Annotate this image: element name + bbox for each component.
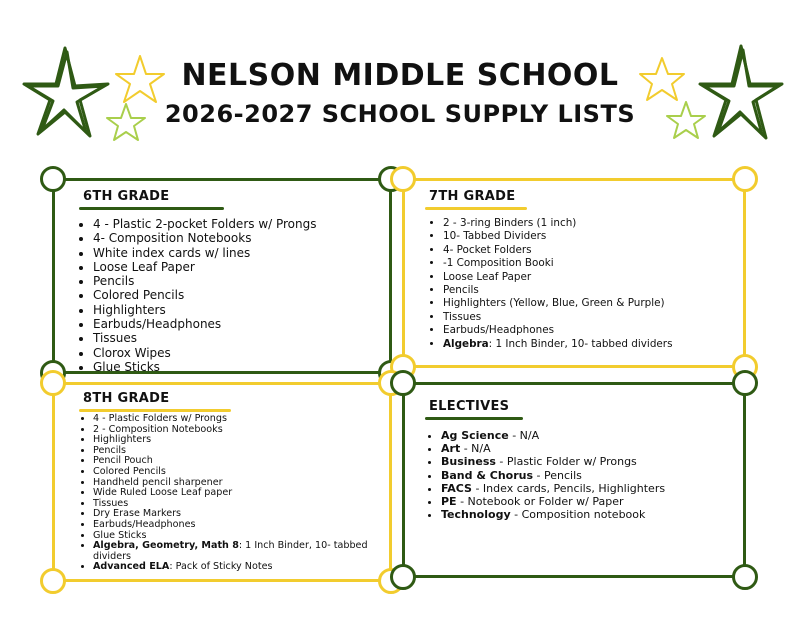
list-item (441, 455, 665, 468)
list-item (93, 562, 383, 573)
card-electives (402, 382, 746, 578)
elective-label: FACS (441, 481, 472, 495)
list-item: • Colored Pencils (93, 288, 317, 302)
elective-label: Business (441, 455, 496, 469)
list-item: • Highlighters (93, 303, 317, 317)
list-item: • 4 - Plastic 2-pocket Folders w/ Prongs (93, 217, 317, 231)
list-item: • Dry Erase Markers (93, 509, 383, 520)
grade-heading: 7TH GRADE (429, 189, 516, 204)
stars-right (636, 40, 786, 150)
list-item: • 4 - Plastic Folders w/ Prongs (93, 414, 383, 425)
page-title: NELSON MIDDLE SCHOOL (181, 58, 619, 93)
list-item: • Clorox Wipes (93, 346, 317, 360)
list-item: • Pencil Pouch (93, 456, 383, 467)
heading-underline (79, 409, 231, 412)
supply-list (423, 217, 673, 351)
supply-list (73, 414, 383, 573)
elective-text: - Plastic Folder w/ Prongs (495, 455, 637, 469)
subject-text: : 1 Inch Binder, 10- tabbed dividers (93, 540, 368, 562)
heading-underline (425, 417, 523, 420)
supply-list (73, 217, 317, 374)
card-8th-grade (52, 382, 392, 582)
subject-text: : 1 Inch Binder, 10- tabbed dividers (488, 337, 673, 350)
list-item (441, 495, 665, 508)
elective-text: - N/A (460, 442, 491, 456)
elective-text: - Index cards, Pencils, Highlighters (471, 481, 666, 495)
list-item: • 4- Composition Notebooks (93, 231, 317, 245)
elective-label: Technology (441, 508, 511, 522)
list-item: • 2 - Composition Notebooks (93, 425, 383, 436)
electives-heading: ELECTIVES (429, 399, 510, 414)
elective-label: Art (441, 442, 461, 456)
list-item (441, 469, 665, 482)
list-item: • Glue Sticks (93, 531, 383, 542)
list-item (93, 541, 383, 562)
list-item: • Wide Ruled Loose Leaf paper (93, 488, 383, 499)
grade-heading: 6TH GRADE (83, 189, 170, 204)
list-item: • Earbuds/Headphones (93, 520, 383, 531)
list-item: • Pencils (443, 284, 673, 297)
list-item: • Glue Sticks (93, 360, 317, 374)
electives-list (421, 429, 665, 521)
list-item: • Loose Leaf Paper (93, 260, 317, 274)
list-item: • Pencils (93, 446, 383, 457)
grade-heading: 8TH GRADE (83, 391, 170, 406)
list-item: • Tissues (93, 499, 383, 510)
list-item: • Handheld pencil sharpener (93, 478, 383, 489)
list-item: • Earbuds/Headphones (93, 317, 317, 331)
list-item: • Tissues (443, 311, 673, 324)
list-item: • Earbuds/Headphones (443, 324, 673, 337)
elective-label: Ag Science (441, 429, 509, 442)
card-7th-grade (402, 178, 746, 368)
heading-underline (79, 207, 224, 210)
subject-text: : Pack of Sticky Notes (169, 561, 273, 573)
list-item: • Colored Pencils (93, 467, 383, 478)
elective-label: Band & Chorus (441, 468, 534, 482)
card-6th-grade (52, 178, 392, 374)
list-item: • Tissues (93, 331, 317, 345)
elective-text: - N/A (508, 429, 540, 442)
list-item (441, 429, 665, 442)
list-item (443, 338, 673, 351)
list-item (441, 482, 665, 495)
list-item: • -1 Composition Booki (443, 257, 673, 270)
list-item: • White index cards w/ lines (93, 246, 317, 260)
subject-label: Algebra, Geometry, Math 8 (93, 540, 239, 552)
list-item: • Pencils (93, 274, 317, 288)
heading-underline (425, 207, 527, 210)
list-item (441, 442, 665, 455)
elective-text: - Pencils (533, 468, 582, 482)
stars-left (20, 38, 170, 148)
list-item: • Loose Leaf Paper (443, 271, 673, 284)
list-item (441, 508, 665, 521)
list-item: • 2 - 3-ring Binders (1 inch) (443, 217, 673, 230)
elective-text: - Notebook or Folder w/ Paper (456, 495, 624, 509)
elective-text: - Composition notebook (510, 508, 646, 522)
list-item: • Highlighters (93, 435, 383, 446)
list-item: • 10- Tabbed Dividers (443, 230, 673, 243)
list-item: • Highlighters (Yellow, Blue, Green & Purple) (443, 297, 673, 310)
subject-label: Algebra (443, 337, 489, 350)
elective-label: PE (441, 495, 457, 509)
page-subtitle: 2026-2027 SCHOOL SUPPLY LISTS (164, 100, 636, 128)
subject-label: Advanced ELA (93, 561, 170, 573)
list-item: • 4- Pocket Folders (443, 244, 673, 257)
